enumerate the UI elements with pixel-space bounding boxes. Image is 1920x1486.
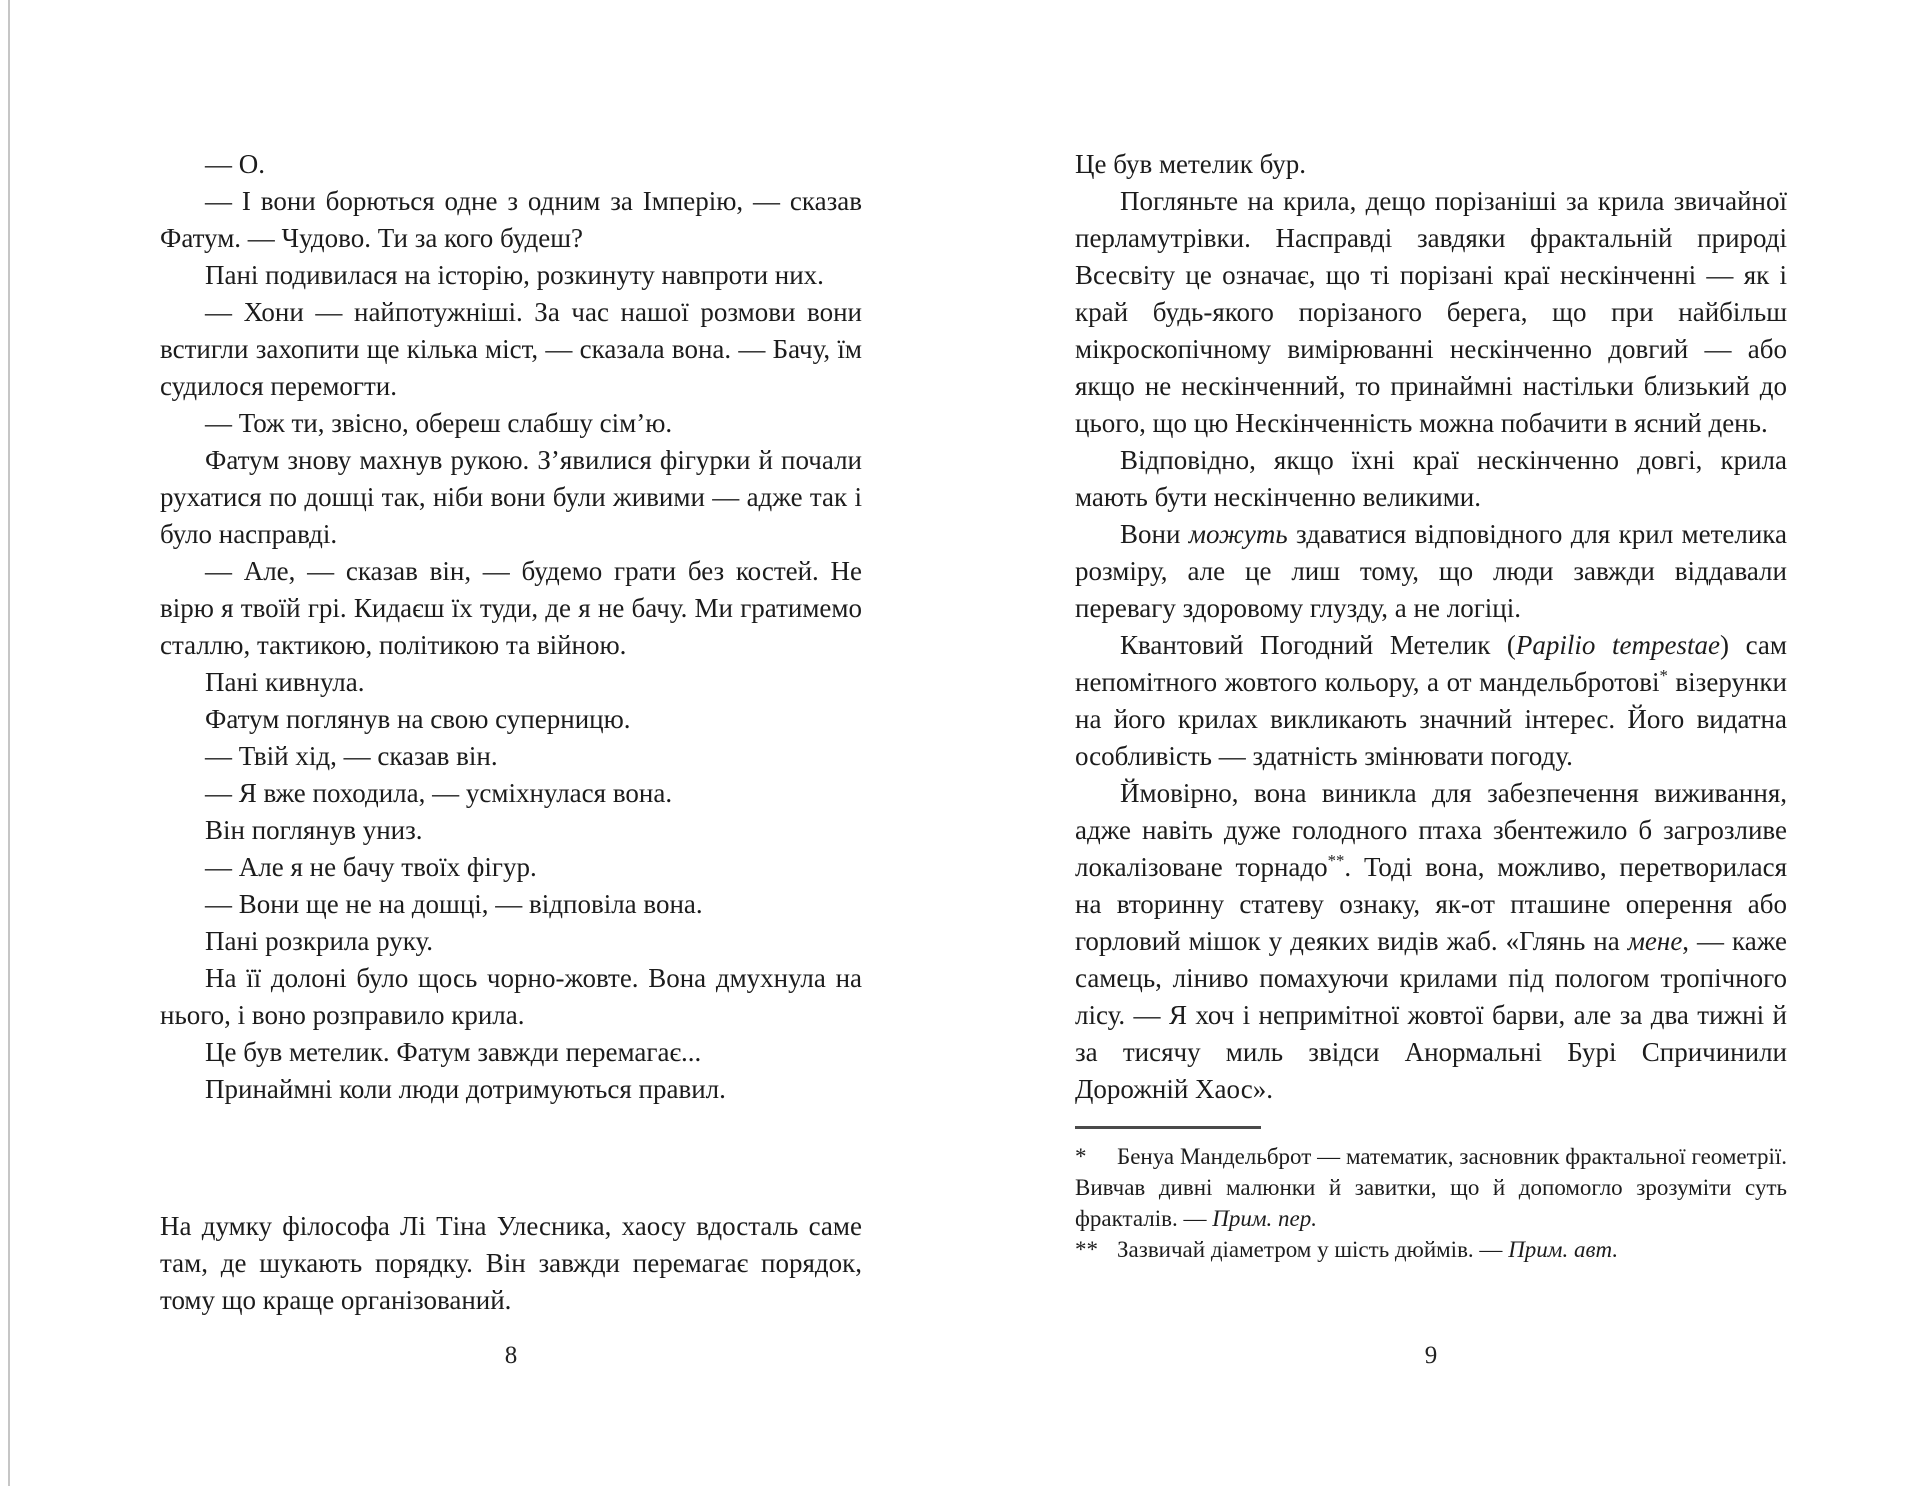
paragraph bbox=[1075, 183, 1787, 442]
paragraph bbox=[160, 849, 862, 886]
text-run: Погляньте на крила, дещо порізаніші за крила звичайної перламутрівки. Насправді завдяки фрактальній природі Всесвіту це означає, що ті порізані краї нескінченні — як і край будь-якого порізаного берега, що при найбільш мікроскопічному вимірюванні нескінченно довгий — або якщо не нескінченний, то принаймні настільки близький до цього, що цю Нескінченність можна побачити в ясний день. bbox=[1075, 186, 1787, 438]
text-run: — І вони борються одне з одним за Імперію, — сказав Фатум. — Чудово. Ти за кого будеш? bbox=[160, 186, 862, 253]
paragraph bbox=[160, 923, 862, 960]
paragraph bbox=[160, 1071, 862, 1108]
text-run: Фатум знову махнув рукою. З’явилися фігурки й почали рухатися по дошці так, ніби вони були живими — адже так і було насправді. bbox=[160, 445, 862, 549]
text-run: — Твій хід, — сказав він. bbox=[205, 741, 498, 771]
italic-text: мене bbox=[1627, 926, 1683, 956]
text-run: , — каже самець, ліниво помахуючи крилами під пологом тропічного лісу. — Я хоч і непримітної жовтої барви, але за два тижні й за тисячу миль звідси Анормальні Бурі Спричинили Дорожній Хаос». bbox=[1075, 926, 1787, 1104]
footnotes-block bbox=[1075, 1126, 1787, 1265]
paragraph bbox=[1075, 516, 1787, 627]
footnote-list bbox=[1075, 1141, 1787, 1265]
paragraph bbox=[160, 664, 862, 701]
text-run: Це був метелик. Фатум завжди перемагає... bbox=[205, 1037, 702, 1067]
text-run: — Я вже походила, — усміхнулася вона. bbox=[205, 778, 673, 808]
text-run: Зазвичай діаметром у шість дюймів. — bbox=[1117, 1237, 1509, 1262]
page-left bbox=[160, 146, 862, 1486]
paragraph bbox=[160, 183, 862, 257]
text-run: — Але я не бачу твоїх фігур. bbox=[205, 852, 537, 882]
italic-text: можуть bbox=[1188, 519, 1288, 549]
text-run: Він поглянув униз. bbox=[205, 815, 423, 845]
page-left-text bbox=[160, 146, 862, 1319]
paragraph bbox=[160, 1034, 862, 1071]
page-right-number: 9 bbox=[1424, 1342, 1438, 1369]
text-run: . Тоді вона, можливо, перетворилася на вторинну статеву ознаку, як-от пташине оперення або горловий мішок у деяких видів жаб. «Глянь на bbox=[1075, 852, 1787, 956]
text-run: Пані кивнула. bbox=[205, 667, 365, 697]
text-run: Пані розкрила руку. bbox=[205, 926, 434, 956]
paragraph bbox=[1075, 775, 1787, 1108]
paragraph bbox=[160, 738, 862, 775]
footnote-marker: ** bbox=[1075, 1237, 1098, 1262]
text-run: — Тож ти, звісно, обереш слабшу сім’ю. bbox=[205, 408, 673, 438]
paragraph bbox=[160, 701, 862, 738]
paragraph bbox=[160, 442, 862, 553]
text-run: На її долоні було щось чорно-жовте. Вона дмухнула на нього, і воно розправило крила. bbox=[160, 963, 862, 1030]
italic-text: Прим. авт. bbox=[1508, 1237, 1619, 1262]
paragraph bbox=[160, 257, 862, 294]
text-run: Пані подивилася на історію, розкинуту навпроти них. bbox=[205, 260, 824, 290]
paragraph bbox=[1075, 442, 1787, 516]
footnote-rule bbox=[1075, 1126, 1261, 1129]
text-run: — Вони ще не на дошці, — відповіла вона. bbox=[205, 889, 703, 919]
paragraph bbox=[160, 886, 862, 923]
text-run: здаватися відповідного для крил метелика розміру, але це лиш тому, що люди завжди віддавали перевагу здоровому глузду, а не логіці. bbox=[1075, 519, 1787, 623]
page-left-number: 8 bbox=[504, 1342, 518, 1369]
paragraph bbox=[1075, 146, 1787, 183]
paragraph bbox=[160, 960, 862, 1034]
footnote bbox=[1075, 1234, 1787, 1265]
footnote-marker-ref: ** bbox=[1327, 851, 1345, 870]
italic-text: Прим. пер. bbox=[1212, 1206, 1317, 1231]
paragraph bbox=[160, 775, 862, 812]
text-run: Відповідно, якщо їхні краї нескінченно довгі, крила мають бути нескінченно великими. bbox=[1075, 445, 1787, 512]
text-run: — Але, — сказав він, — будемо грати без костей. Не вірю я твоїй грі. Кидаєш їх туди, де я не бачу. Ми гратимемо сталлю, тактикою, політикою та війною. bbox=[160, 556, 862, 660]
text-run: Бенуа Мандельброт — математик, засновник фрактальної геометрії. Вивчав дивні малюнки й завитки, що й допомогло зрозуміти суть фракталів. — bbox=[1075, 1144, 1787, 1231]
text-run: — О. bbox=[205, 149, 265, 179]
text-run: Принаймні коли люди дотримуються правил. bbox=[205, 1074, 726, 1104]
paragraph bbox=[160, 812, 862, 849]
text-run: ) сам непомітного жовтого кольору, а от мандельбротові bbox=[1075, 630, 1787, 697]
page-right bbox=[1075, 146, 1787, 1486]
text-run: Вони bbox=[1120, 519, 1189, 549]
footnote bbox=[1075, 1141, 1787, 1234]
paragraph bbox=[160, 146, 862, 183]
text-run: На думку філософа Лі Тіна Улесника, хаосу вдосталь саме там, де шукають порядку. Він завжди перемагає порядок, тому що краще організований. bbox=[160, 1211, 862, 1315]
text-run: Це був метелик бур. bbox=[1075, 149, 1307, 179]
text-run: Фатум поглянув на свою суперницю. bbox=[205, 704, 631, 734]
text-run: Квантовий Погодний Метелик ( bbox=[1120, 630, 1516, 660]
paragraph bbox=[160, 405, 862, 442]
paragraph bbox=[1075, 627, 1787, 775]
page-right-text bbox=[1075, 146, 1787, 1108]
paragraph bbox=[160, 294, 862, 405]
footnote-marker-ref: * bbox=[1659, 666, 1668, 685]
text-run: візерунки на його крилах викликають значний інтерес. Його видатна особливість — здатність змінювати погоду. bbox=[1075, 667, 1787, 771]
text-run: Ймовірно, вона виникла для забезпечення виживання, адже навіть дуже голодного птаха збентежило б загрозливе локалізоване торнадо bbox=[1075, 778, 1787, 882]
text-run: — Хони — найпотужніші. За час нашої розмови вони встигли захопити ще кілька міст, — сказала вона. — Бачу, їм судилося перемогти. bbox=[160, 297, 862, 401]
italic-text: Papilio tempestae bbox=[1515, 630, 1720, 660]
page-edge-line bbox=[8, 0, 10, 1486]
footnote-marker: * bbox=[1075, 1144, 1087, 1169]
paragraph bbox=[160, 1208, 862, 1319]
paragraph bbox=[160, 553, 862, 664]
